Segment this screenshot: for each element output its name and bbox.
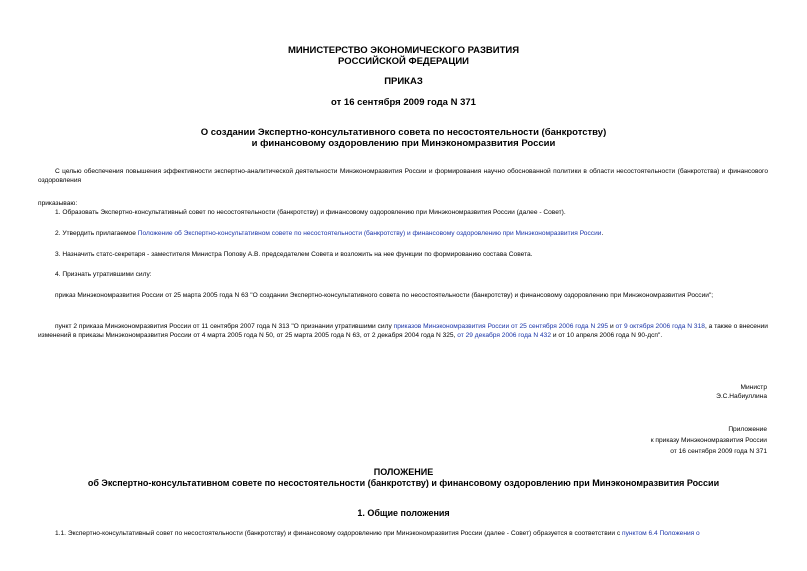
doc-date-number: от 16 сентября 2009 года N 371 [331, 97, 476, 108]
repeal-2-part-1: пункт 2 приказа Минэкономразвития России от 11 сентября 2007 года N 313 "О признании утратившими силу [55, 323, 394, 330]
repeal-2 [38, 322, 768, 340]
regulation-title: ПОЛОЖЕНИЕ [373, 467, 434, 477]
signature-position: Министр [740, 384, 767, 391]
appendix-line-3: от 16 сентября 2009 года N 371 [670, 448, 767, 455]
repeal-2-part-2: и [608, 323, 616, 330]
item-2-suffix: . [601, 230, 604, 237]
ministry-line-2: РОССИЙСКОЙ ФЕДЕРАЦИИ [337, 56, 469, 67]
signature-name: Э.С.Набиуллина [716, 393, 767, 400]
clause-1-1-link[interactable]: пунктом 6.4 Положения о [622, 530, 700, 537]
order-word: приказываю: [38, 200, 78, 207]
repeal-link-orders-295[interactable]: приказов Минэкономразвития России от 25 сентября 2006 года N 295 [393, 323, 609, 330]
preamble: С целью обеспечения повышения эффективности экспертно-аналитической деятельности Минэкономразвития России и формирования научно обоснованной политики в области несостоятельности (банкротства) и финансового оздоровления [38, 168, 768, 184]
item-4: 4. Признать утратившими силу: [55, 271, 152, 278]
repeal-link-order-318[interactable]: от 9 октября 2006 года N 318 [615, 323, 705, 330]
doc-title-line-2: и финансовому оздоровлению при Минэкономразвития России [251, 138, 556, 149]
clause-1-1 [55, 529, 700, 538]
section-1-heading: 1. Общие положения [357, 508, 450, 518]
repeal-2-part-4: и от 10 апреля 2006 года N 90-дсп". [551, 332, 663, 339]
regulation-link[interactable]: Положение об Экспертно-консультативном совете по несостоятельности (банкротству) и финансовому оздоровлению при Минэкономразвития России [137, 230, 602, 237]
repeal-1: приказ Минэкономразвития России от 25 марта 2005 года N 63 "О создании Экспертно-консультативного совета по несостоятельности (банкротству) и финансовому оздоровлению при Минэкономразвития России"; [55, 292, 714, 299]
doc-title-line-1: О создании Экспертно-консультативного совета по несостоятельности (банкротству) [200, 127, 607, 138]
item-2-prefix: 2. Утвердить прилагаемое [55, 230, 138, 237]
doc-type: ПРИКАЗ [384, 76, 423, 87]
item-2 [55, 229, 603, 238]
ministry-line-1: МИНИСТЕРСТВО ЭКОНОМИЧЕСКОГО РАЗВИТИЯ [287, 45, 520, 56]
repeal-link-order-432[interactable]: от 29 декабря 2006 года N 432 [457, 332, 552, 339]
regulation-subtitle: об Экспертно-консультативном совете по несостоятельности (банкротству) и финансовому оздоровлению при Минэкономразвития России [87, 478, 720, 488]
item-3: 3. Назначить статс-секретаря - заместителя Министра Попову А.В. председателем Совета и возложить на нее функции по формированию состава Совета. [55, 251, 533, 258]
appendix-line-2: к приказу Минэкономразвития России [650, 437, 767, 444]
appendix-line-1: Приложение [728, 426, 767, 433]
repeal-2-part-3: , а также о внесении изменений в приказы Минэкономразвития России от 4 марта 2005 года N 50, от 25 марта 2005 года N 63, от 2 декабря 2004 года N 325, [38, 323, 768, 339]
clause-1-1-text: 1.1. Экспертно-консультативный совет по несостоятельности (банкротству) и финансовому оздоровлению при Минэкономразвития России (далее - Совет) образуется в соответствии с [55, 530, 623, 537]
item-1: 1. Образовать Экспертно-консультативный совет по несостоятельности (банкротству) и финансовому оздоровлению при Минэкономразвития России (далее - Совет). [55, 209, 566, 216]
